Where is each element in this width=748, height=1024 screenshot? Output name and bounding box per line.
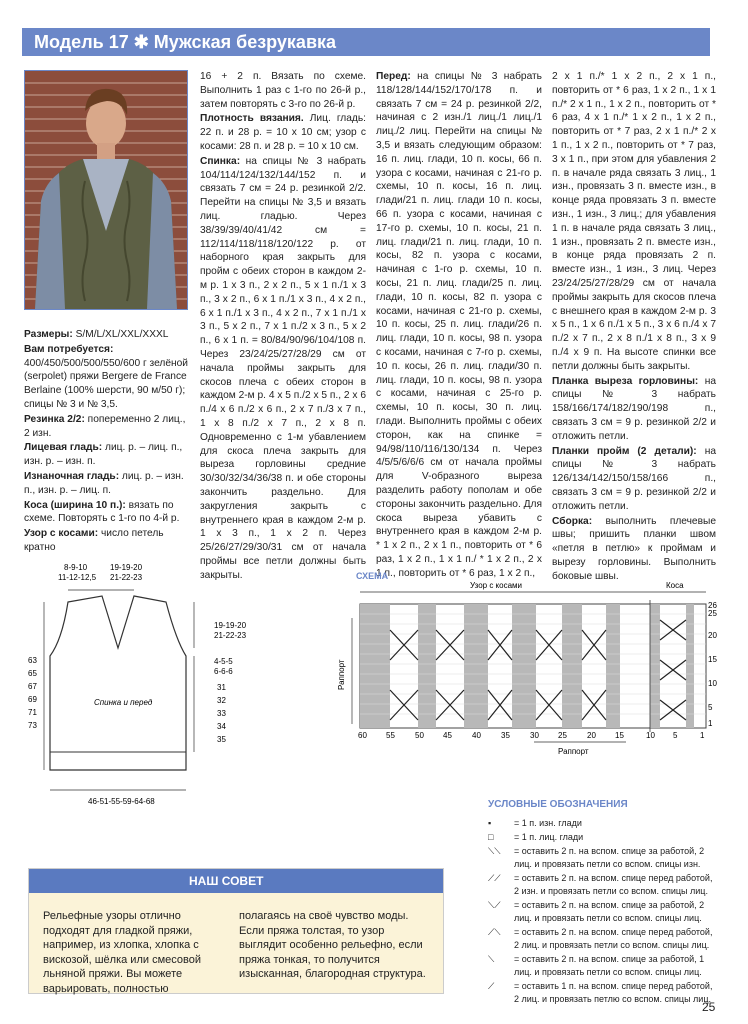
- x-tick-5: 5: [673, 731, 678, 740]
- dim-width: 46-51-55-59-64-68: [88, 797, 155, 806]
- legend-item: ⟍⟍ = оставить 2 п. на вспом. спице за работой, 2 лиц. и провязать петли со вспом. спицы изн.: [488, 846, 705, 869]
- stockinette-paragraph: Лицевая гладь: лиц. р. – лиц. п., изн. р. – изн. п.: [24, 442, 183, 468]
- cable-left-icon: ⟋⟋: [488, 873, 501, 883]
- x-tick-55: 55: [386, 731, 395, 740]
- legend-item: ⟋ = оставить 1 п. на вспом. спице перед работой, 2 лиц. и провязать петлю со вспом. спицы лиц.: [488, 981, 713, 1004]
- advice-title: НАШ СОВЕТ: [189, 874, 264, 888]
- x-tick-40: 40: [472, 731, 481, 740]
- cable-front-icon: ⟋⟍: [488, 927, 501, 937]
- x-tick-50: 50: [415, 731, 424, 740]
- armband-paragraph: Планки пройм (2 детали): на спицы № 3 набрать 126/134/142/150/158/166 п., связать 3 см = 9 р. резинкой 2/2 и отложить петли.: [552, 445, 716, 512]
- rib-paragraph: Резинка 2/2: попеременно 2 лиц., 2 изн.: [24, 413, 186, 439]
- chart-top-cable-pattern: Узор с косами: [470, 581, 523, 590]
- x-tick-20: 20: [587, 731, 596, 740]
- x-tick-35: 35: [501, 731, 510, 740]
- x-tick-25: 25: [558, 731, 567, 740]
- chart-legend: [488, 798, 718, 1007]
- front-continuation: 2 х 1 п./* 1 х 2 п., 2 х 1 п., повторить от * 6 раз, 1 х 2 п., 1 х 1 п./* 2 х 1 п., 1 х 2 п., повторить от * 6 раз, 4 х 1 п./* 1 х 2 п., 1 х 2 п., повторить от * 7 раз, 2 х 1 п./* 2 х 1 п., 1 х 2 п., повторить от * 7 раз, 3 х 1 п., при этом для убавления 2 п. в начале ряда связать 3 лиц., 1 изн., провязать 3 п. вместе изн., в конце ряда провязать 3 п. вместе изн., 1 изн., 3 лиц.; для убавления 1 п. в начале ряда связать 3 лиц., 1 изн., провязать 2 п. вместе изн., в конце ряда провязать 2 п. вместе изн., 1 изн., 3 лиц. Через 23/24/25/27/28/29 см от начала проймы закрыть для скосов плеча с внешнего края в каждом 2-м р. 3 х 5 п., 1 х 6 п./1 х 5 п., 3 х 6 п./4 х 7 п./2 х 7 п., 2 х 8 п./1 х 8 п., 3 х 9 п./4 х 9 п. На высоте спинки все петли должны быть закрыты.: [552, 71, 716, 372]
- x-tick-30: 30: [530, 731, 539, 740]
- reverse-stockinette-paragraph: Изнаночная гладь: лиц. р. – изн. п., изн. р. – лиц. п.: [24, 470, 184, 496]
- front-column: [376, 70, 542, 581]
- advice-text-2: полагаясь на своё чувство моды. Если пряжа толстая, то узор выглядит особенно рельефно, если пряжа тонкая, то получится изысканная, благородная структура.: [239, 910, 426, 980]
- cable-small-front-icon: ⟋: [488, 981, 495, 991]
- x-tick-60: 60: [358, 731, 367, 740]
- dim-armhole-2: 21-22-23: [214, 631, 247, 640]
- purl-symbol-icon: ▪: [488, 818, 492, 828]
- cable-paragraph: Коса (ширина 10 п.): вязать по схеме. Повторять с 1-го по 4-й р.: [24, 499, 180, 525]
- dim-right-31: 31: [217, 683, 226, 692]
- dim-left-67: 67: [28, 682, 37, 691]
- chart-top-cable: Коса: [666, 581, 684, 590]
- cable-back-icon: ⟍⟋: [488, 900, 501, 910]
- front-paragraph: Перед: на спицы № 3 набрать 118/128/144/152/170/178 п. и связать 7 см = 24 р. резинкой 2/2, начиная с 2 изн./1 лиц./1 лиц./1 лиц./2 лиц. Перейти на спицы № 3,5 и вязать следующим образом: 16 п. лиц. глади, 10 п. косы, 66 п. узора с косами, начиная с 21-го р. схемы, 10 п. косы, 16 п. лиц. глади/21 п. лиц. глади 10 п. косы, 66 п. узора с косами, начиная с 17-го р. схемы, 10 п. косы, 21 п. лиц. глади/21 п. лиц. глади, 10 п. косы, 82 п. узора с косами, начиная с 1-го р. схемы, 10 п. косы, 21 п. лиц. глади/25 п. лиц. глади, 10 п. косы, 82 п. узора с косами, начиная с 21-го р. схемы, 10 п. косы, 25 п. лиц. глади/26 п. лиц. глади, 10 п. косы, 98 п. узора с косами, начиная с 7-го р. схемы, 10 п. косы, 26 п. лиц. глади/30 п. лиц. глади, 10 п. косы, 98 п. узора с косами, начиная с 25-го р. схемы, 10 п. косы, 30 п. лиц. глади. Выполнить проймы с обеих сторон, как на спинке = 94/98/110/116/130/134 п. Через 4/5/5/6/6/6 см от начала проймы для V-образного выреза разделить работу пополам и обе стороны закончить раздельно. Для скоса выреза убавить с внутреннего края в каждом 2-м р. * 1 х 2 п., 2 х 1 п., повторить от * 6 раз, 1 х 2 п., 1 х 1 п./ * 1 х 2 п., 2 х 1 п., повторить от * 6 раз, 1 х 2 п.,: [376, 71, 542, 579]
- knit-symbol-icon: □: [488, 832, 494, 842]
- y-tick-20: 20: [708, 631, 717, 640]
- chart-y-ticks: [708, 601, 717, 728]
- sizes-column: [24, 328, 190, 556]
- y-tick-26: 26: [708, 601, 717, 610]
- dim-right-35: 35: [217, 735, 226, 744]
- legend-item: □ = 1 п. лиц. глади: [488, 832, 584, 842]
- chart-x-ticks: [358, 731, 705, 740]
- vest-schematic-svg: [28, 560, 290, 810]
- dim-right-32: 32: [217, 696, 226, 705]
- gauge-paragraph: Плотность вязания. Лиц. гладь: 22 п. и 28 р. = 10 х 10 см; узор с косами: 28 п. и 28 р. = 10 х 10 см.: [200, 113, 367, 152]
- back-column: [200, 70, 366, 583]
- dim-shoulder-1: 8-9-10: [64, 563, 88, 572]
- dim-left-71: 71: [28, 708, 37, 717]
- stitch-chart: [330, 570, 720, 770]
- materials-paragraph: Вам потребуется: 400/450/500/500/550/600 г зелёной (serpolet) пряжи Bergere de France Berlaine (100% шерсти, 90 м/50 г); спицы № 3 и № 3,5.: [24, 343, 188, 410]
- dim-left-63: 63: [28, 656, 37, 665]
- page-number: 25: [702, 1000, 716, 1014]
- model-photo: [24, 70, 188, 310]
- legend-item: ▪ = 1 п. изн. глади: [488, 818, 582, 828]
- cable-pattern-paragraph: Узор с косами: число петель кратно: [24, 528, 164, 553]
- y-tick-5: 5: [708, 703, 713, 712]
- x-tick-15: 15: [615, 731, 624, 740]
- y-tick-10: 10: [708, 679, 717, 688]
- dim-armhole-1: 19-19-20: [214, 621, 247, 630]
- x-tick-10: 10: [646, 731, 655, 740]
- dim-neck-depth-1: 4-5-5: [214, 657, 233, 666]
- vest-schematic: [28, 560, 290, 810]
- dim-right-34: 34: [217, 722, 226, 731]
- advice-header: [29, 869, 443, 893]
- y-tick-1: 1: [708, 719, 713, 728]
- advice-box: [28, 868, 444, 994]
- cable-right-icon: ⟍⟍: [488, 846, 501, 856]
- dim-left-65: 65: [28, 669, 37, 678]
- legend-item: ⟋⟋ = оставить 2 п. на вспом. спице перед работой, 2 изн. и провязать петли со вспом. спицы лиц.: [488, 873, 713, 896]
- dim-neck-depth-2: 6-6-6: [214, 667, 233, 676]
- advice-text-1: Рельефные узоры отлично подходят для гладкой пряжи, например, из хлопка, хлопка с вискозой, шёлка или смесовой льняной пряжи. Вы можете варьировать, полностью: [43, 910, 201, 995]
- page-header: [22, 28, 710, 56]
- finishing-column: [552, 70, 716, 584]
- chart-left-repeat: Раппорт: [337, 659, 346, 690]
- sizes-paragraph: Размеры: S/M/L/XL/XXL/XXXL: [24, 329, 169, 340]
- cable-small-back-icon: ⟍: [488, 954, 495, 964]
- neckband-paragraph: Планка выреза горловины: на спицы № 3 набрать 158/166/174/182/190/198 п., связать 3 см = 9 р. резинкой 2/2 и отложить петли.: [552, 375, 717, 442]
- assembly-paragraph: Сборка: выполнить плечевые швы; пришить планки швом «петля в петлю» к проймам и вырезу горловины. Выполнить боковые швы.: [552, 515, 716, 582]
- x-tick-45: 45: [443, 731, 452, 740]
- chart-bottom-repeat: Раппорт: [558, 747, 589, 756]
- page-title: Модель 17 ✱ Мужская безрукавка: [34, 32, 337, 52]
- dim-neck-1: 19-19-20: [110, 563, 143, 572]
- dim-right-33: 33: [217, 709, 226, 718]
- dim-neck-2: 21-22-23: [110, 573, 143, 582]
- dim-left-69: 69: [28, 695, 37, 704]
- back-paragraph: Спинка: на спицы № 3 набрать 104/114/124/132/144/152 п. и связать 7 см = 24 р. резинкой 2/2. Перейти на спицы № 3,5 и вязать лиц. гладью. Через 38/39/39/40/41/42 см = 112/114/118/118/120/122 р. от наборного края закрыть для пройм с обеих сторон в каждом 2-м р. 1 х 3 п., 2 х 2 п., 5 х 1 п./1 х 3 п., 3 х 2 п., 6 х 1 п./1 х 3 п., 4 х 2 п., 6 х 1 п./1 х 3 п., 4 х 2 п., 7 х 1 п./1 х 3 п., 5 х 2 п., 7 х 1 п./2 х 3 п., 5 х 2 п., 6 х 1 п. = 80/84/90/96/104/108 п. Через 23/24/25/27/28/29 см от начала проймы закрыть для скосов плеча с обеих сторон в каждом 2-м р. 4 х 5 п./2 х 5 п., 2 х 6 п./4 х 6 п./2 х 6 п., 2 х 7 п./3 х 7 п., 1 х 8 п./2 х 7 п., 2 х 8 п. Одновременно с 1-м убавлением для скоса плеча закрыть для выреза горловины средние 30/30/32/34/36/38 п. и обе стороны закончить раздельно. Для закругления закрыть с внутреннего края в каждом 2-м р. 1 х 3 п., 1 х 2 п. Через 25/26/27/29/30/31 см от начала проймы все петли должны быть закрыты.: [200, 155, 366, 581]
- legend-item: ⟍ = оставить 2 п. на вспом. спице за работой, 1 лиц. и провязать петли со вспом. спицы лиц.: [488, 954, 705, 977]
- x-tick-1: 1: [700, 731, 705, 740]
- y-tick-15: 15: [708, 655, 717, 664]
- chart-label: СХЕМА: [356, 571, 389, 581]
- y-tick-25: 25: [708, 609, 717, 618]
- dim-left-73: 73: [28, 721, 37, 730]
- pattern-continuation: 16 + 2 п. Вязать по схеме. Выполнить 1 раз с 1-го по 26-й р., затем повторять с 3-го по 26-й р.: [200, 71, 366, 110]
- dim-shoulder-2: 11-12-12,5: [58, 573, 97, 582]
- piece-label: Спинка и перед: [94, 698, 153, 707]
- model-photo-illustration: [25, 71, 187, 309]
- stitch-chart-svg: [330, 570, 720, 770]
- legend-item: ⟍⟋ = оставить 2 п. на вспом. спице за работой, 2 лиц. и провязать петли со вспом. спицы лиц.: [488, 900, 705, 923]
- legend-title: УСЛОВНЫЕ ОБОЗНАЧЕНИЯ: [488, 799, 628, 810]
- legend-item: ⟋⟍ = оставить 2 п. на вспом. спице перед работой, 2 лиц. и провязать петли со вспом. спицы лиц.: [488, 927, 713, 950]
